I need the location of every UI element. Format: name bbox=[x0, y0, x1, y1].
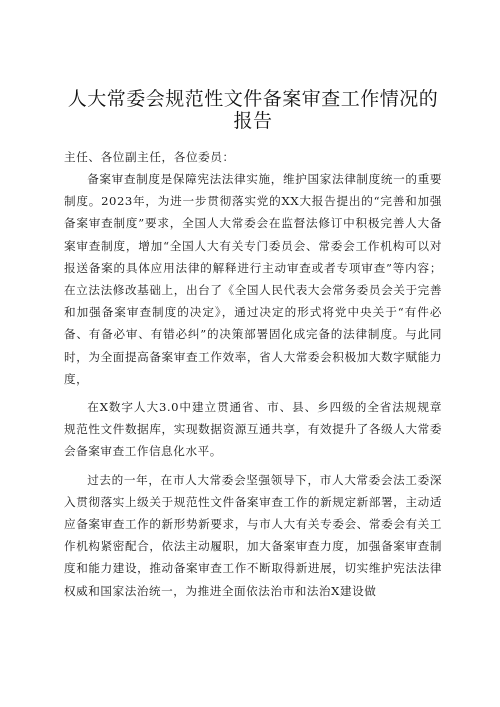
paragraph-1: 备案审查制度是保障宪法法律实施，维护国家法律制度统一的重要制度。2023年，为进一步贯彻落实党的XX大报告提出的“完善和加强备案审查制度”要求，全国人大常委会在监督法修订中积极完善人大备案审查制度，增加“全国人大有关专门委员会、常委会工作机构可以对报送备案的具体应用法律的解释进行主动审查或者专项审查”等内容；在立法法修改基础上，出台了《全国人民代表大会常务委员会关于完善和加强备案审查制度的决定》，通过决定的形式将党中央关于“有件必备、有备必审、有错必纠”的决策部署固化成完备的法律制度。与此同时，为全面提高备案审查工作效率，省人大常委会积极加大数字赋能力度， bbox=[64, 172, 442, 386]
document-title: 人大常委会规范性文件备案审查工作情况的报告 bbox=[67, 88, 439, 132]
paragraph-3: 过去的一年，在市人大常委会坚强领导下，市人大常委会法工委深入贯彻落实上级关于规范性文件备案审查工作的新规定新部署，主动适应备案审查工作的新形势新要求，与市人大有关专委会、常委会有关工作机构紧密配合，依法主动履职，加大备案审查力度，加强备案审查制度和能力建设，推动备案审查工作不断取得新进展，切实维护宪法法律权威和国家法治统一，为推进全面依法治市和法治X建设做 bbox=[64, 472, 442, 598]
salutation: 主任、各位副主任，各位委员： bbox=[64, 150, 235, 164]
paragraph-2: 在X数字人大3.0中建立贯通省、市、县、乡四级的全省法规规章规范性文件数据库，实现数据资源互通共享，有效提升了各级人大常委会备案审查工作信息化水平。 bbox=[64, 400, 442, 459]
